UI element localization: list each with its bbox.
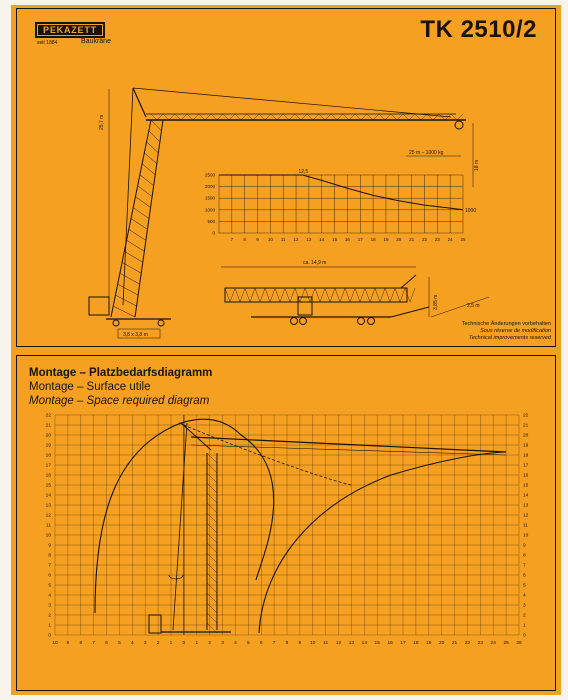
montage-y-tick: 6 [523,573,526,579]
mast-brace [207,523,217,533]
load-x-tick: 25 [460,237,466,242]
montage-y-tick: 17 [523,463,529,469]
load-x-tick: 16 [344,237,350,242]
montage-x-tick: 1 [195,641,199,646]
montage-x-tick: 8 [285,641,289,646]
montage-y-tick: 13 [45,503,51,509]
montage-y-tick: 8 [48,553,51,559]
montage-y-tick: 8 [523,553,526,559]
montage-y-tick: 13 [523,503,529,509]
montage-y-tick: 12 [523,513,529,519]
mast-brace [207,583,217,593]
load-x-tick: 12 [293,237,299,242]
load-x-tick: 9 [256,237,259,242]
montage-y-tick: 20 [523,433,529,439]
load-y-tick: 0 [212,230,215,236]
montage-y-tick: 11 [46,523,51,529]
mast-brace [207,483,217,493]
montage-y-tick: 19 [523,443,529,449]
montage-title-fr: Montage – Surface utile [29,381,151,393]
montage-y-tick: 22 [523,413,529,419]
montage-x-tick: 7 [272,641,276,646]
load-x-tick: 19 [383,237,389,242]
montage-x-tick: 6 [259,641,263,646]
montage-x-tick: 10 [52,641,58,646]
montage-y-tick: 4 [523,593,526,599]
montage-title-en: Montage – Space required diagram [29,395,210,407]
mast-brace [207,493,217,503]
notice-de: Technische Änderungen vorbehalten [461,321,551,327]
montage-y-tick: 17 [45,463,51,469]
montage-y-tick: 0 [48,633,51,639]
load-peak-label: 12,5 [298,169,309,175]
montage-y-tick: 21 [45,423,51,429]
montage-x-tick: 12 [335,641,342,646]
montage-y-tick: 10 [45,533,51,539]
montage-x-tick: 6 [105,641,108,646]
brand-logo: PEKAZETT [35,22,105,38]
montage-x-tick: 25 [503,641,509,646]
montage-y-tick: 15 [523,483,529,489]
montage-y-tick: 20 [45,433,51,439]
brand-category: Baukräne [81,38,111,45]
montage-y-tick: 0 [523,633,526,639]
montage-x-tick: 17 [400,641,406,646]
mast-brace [207,573,217,583]
load-x-tick: 7 [230,237,234,242]
brand-since: seit 1884 [37,40,58,46]
load-x-tick: 20 [396,237,402,242]
montage-x-tick: 26 [516,641,522,646]
load-x-tick: 13 [306,237,312,242]
montage-y-tick: 22 [45,413,51,419]
montage-x-tick: 15 [374,641,380,646]
mast-brace [207,603,217,613]
transport-height: 3,85 m [433,294,439,310]
montage-x-tick: 2 [208,641,212,646]
montage-x-tick: 1 [169,641,173,646]
montage-y-tick: 16 [523,473,529,479]
montage-y-tick: 19 [45,443,51,449]
load-x-tick: 14 [319,237,325,242]
load-x-tick: 10 [267,237,273,242]
mast-brace [207,473,217,483]
montage-x-tick: 4 [234,641,237,646]
montage-x-tick: 23 [477,641,484,646]
montage-x-tick: 0 [182,641,186,646]
model-title: TK 2510/2 [420,16,537,43]
dim-height: 25,7 m [99,114,105,130]
montage-y-tick: 1 [523,623,526,629]
montage-y-tick: 2 [523,613,526,619]
load-x-tick: 24 [447,237,453,242]
montage-x-tick: 3 [143,641,147,646]
load-x-tick: 23 [434,237,440,242]
load-y-tick: 2000 [204,184,215,190]
load-x-tick: 22 [421,237,427,242]
montage-y-tick: 7 [48,563,51,569]
datasheet [11,5,561,695]
mast-brace [207,613,217,623]
montage-y-tick: 9 [48,543,51,549]
mast-brace [207,513,217,523]
erected-mast [173,423,217,633]
notice-fr: Sous réserve de modification [480,328,551,334]
montage-x-tick: 10 [310,641,316,646]
montage-x-tick: 22 [464,641,471,646]
montage-y-tick: 14 [45,493,51,499]
montage-y-tick: 15 [45,483,51,489]
load-y-tick: 1500 [204,195,215,201]
mast-brace [207,503,217,513]
montage-y-tick: 1 [48,623,51,629]
montage-title-de: Montage – Platzbedarfsdiagramm [29,367,213,379]
montage-x-tick: 19 [426,641,432,646]
mast-brace [207,533,217,543]
mast-brace [207,463,217,473]
montage-x-tick: 9 [66,641,70,646]
montage-x-tick: 18 [413,641,419,646]
load-x-tick: 15 [332,237,338,242]
montage-x-tick: 20 [438,641,445,646]
montage-x-tick: 14 [361,641,368,646]
load-x-tick: 17 [357,237,363,242]
montage-y-tick: 18 [45,453,51,459]
mast-brace [207,543,217,553]
montage-y-tick: 10 [523,533,529,539]
load-y-tick: 1000 [204,207,215,213]
montage-y-tick: 18 [523,453,529,459]
montage-y-tick: 6 [48,573,51,579]
mast-brace [207,593,217,603]
montage-y-tick: 16 [45,473,51,479]
montage-y-tick: 12 [45,513,51,519]
mast-brace [207,553,217,563]
montage-y-tick: 9 [523,543,526,549]
swing-arc [179,423,351,485]
space-required-diagram [11,5,561,695]
montage-x-tick: 11 [323,641,329,646]
load-x-tick: 8 [243,237,246,242]
mast-brace [207,563,217,573]
transport-length: ca. 14,9 m [303,260,327,266]
montage-y-tick: 2 [48,613,51,619]
montage-x-tick: 16 [387,641,393,646]
montage-y-tick: 14 [523,493,529,499]
montage-y-tick: 21 [523,423,529,429]
tie-rod [173,423,187,630]
load-y-tick: 2500 [204,172,215,178]
montage-x-tick: 3 [221,641,224,646]
dim-load: 25 m – 1000 kg [409,150,444,156]
montage-x-tick: 9 [298,641,302,646]
montage-y-tick: 3 [48,603,51,609]
load-end-label: 1000 [465,207,477,214]
montage-x-tick: 2 [156,641,160,646]
notice-en: Technical improvements reserved [468,335,551,341]
montage-x-tick: 13 [348,641,355,646]
montage-x-tick: 7 [92,641,96,646]
montage-y-tick: 11 [523,523,528,529]
montage-y-tick: 4 [48,593,51,599]
load-x-tick: 11 [280,237,286,242]
montage-y-tick: 3 [523,603,526,609]
montage-x-tick: 5 [118,641,121,646]
erection-envelope-left [95,419,274,613]
dim-hook: 18 m [474,159,480,171]
montage-x-tick: 8 [79,641,83,646]
transport-width: 2,5 m [467,303,480,309]
montage-x-tick: 21 [451,641,458,646]
dim-base: 3,8 x 3,8 m [123,332,148,338]
montage-y-tick: 7 [523,563,526,569]
montage-counterweight [149,615,161,633]
montage-x-tick: 4 [130,641,134,646]
erection-envelope-right [259,452,505,633]
montage-y-tick: 5 [523,583,526,589]
mast-brace [207,453,217,463]
load-x-tick: 21 [409,237,415,242]
load-x-tick: 18 [370,237,376,242]
montage-x-tick: 5 [246,641,250,646]
load-y-tick: 500 [207,218,215,224]
montage-y-tick: 5 [48,583,51,589]
montage-x-tick: 24 [490,641,496,646]
